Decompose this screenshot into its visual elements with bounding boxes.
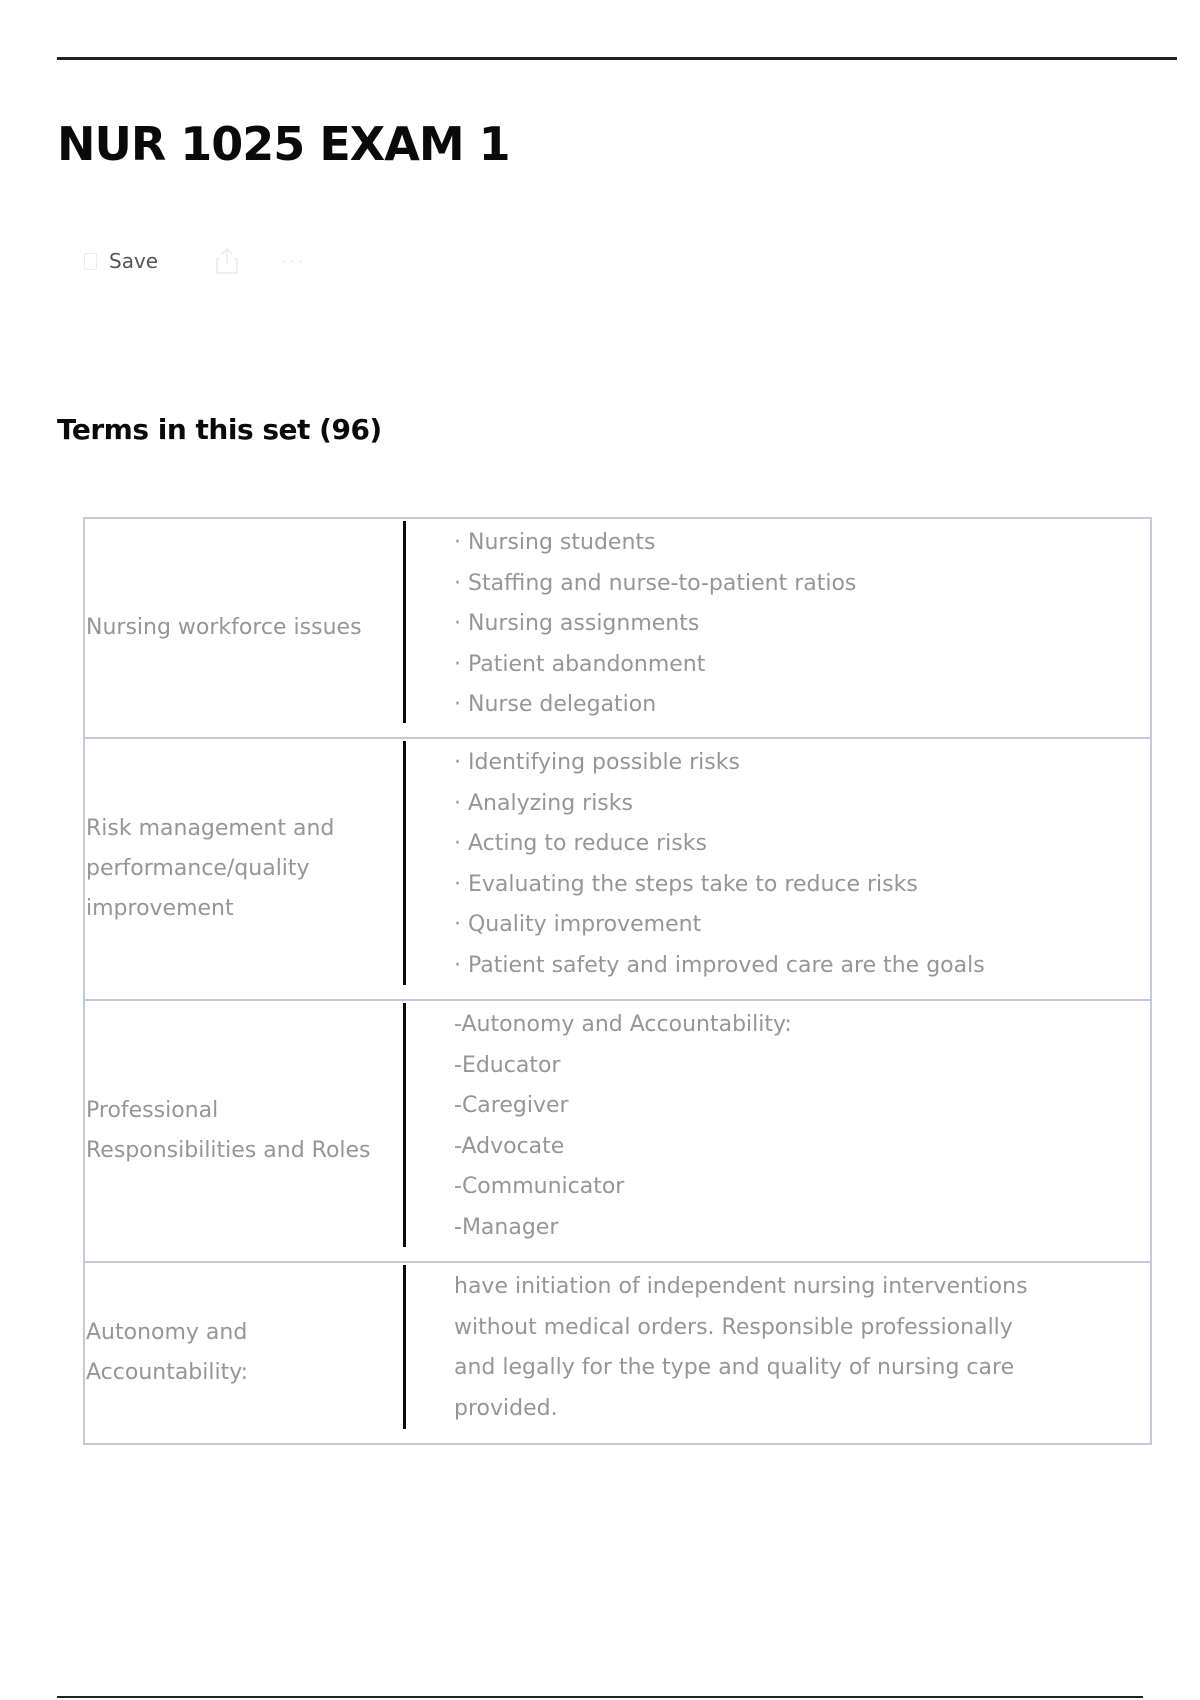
definition-line: · Analyzing risks [454,790,633,816]
definition-line: -Communicator [454,1174,625,1200]
term-cell [85,519,403,737]
definition-cell [406,1263,1150,1443]
bottom-divider-line [57,1696,1143,1698]
term-cell [85,739,403,999]
term-cell [85,1001,403,1261]
definition-cell [406,1001,1150,1261]
term-text: Autonomy and Accountability: [86,1320,249,1385]
term-text: Professional Responsibilities and Roles [86,1098,371,1163]
definition-line: · Patient abandonment [454,651,706,677]
term-row [85,1263,1150,1443]
save-button[interactable] [84,249,158,273]
term-row [85,519,1150,739]
term-cell [85,1263,403,1443]
definition-line: · Staffing and nurse-to-patient ratios [454,570,857,596]
definition-line: · Nursing assignments [454,611,700,637]
definition-line: · Evaluating the steps take to reduce risks [454,871,918,897]
set-toolbar [84,246,306,276]
definition-line: · Nurse delegation [454,692,657,718]
definition-cell [406,739,1150,999]
term-text: Nursing workforce issues [86,615,362,640]
definition-line: · Quality improvement [454,912,702,938]
definition-line: -Manager [454,1214,559,1240]
term-row [85,1001,1150,1263]
terms-table [83,517,1152,1445]
definition-line: · Patient safety and improved care are the goals [454,952,985,978]
more-options-icon[interactable]: ··· [280,249,307,272]
definition-line: -Autonomy and Accountability: [454,1012,792,1037]
top-divider-line [57,57,1177,60]
definition-line: · Identifying possible risks [454,750,740,775]
definition-line: · Nursing students [454,530,656,555]
definition-line: -Caregiver [454,1093,569,1119]
save-label: Save [109,249,159,273]
definition-line: -Educator [454,1052,561,1078]
page-title: NUR 1025 EXAM 1 [57,117,510,171]
terms-heading: Terms in this set (96) [57,413,382,446]
term-text: Risk management and performance/quality improvement [86,816,335,921]
definition-line: · Acting to reduce risks [454,831,707,857]
share-icon[interactable] [214,246,240,276]
definition-text: have initiation of independent nursing interventions without medical orders. Responsible professionally and legally for the type and quality of nursing care provided. [454,1274,1028,1421]
definition-cell [406,519,1150,737]
term-row [85,739,1150,1001]
bookmark-icon [84,253,97,270]
definition-line: -Advocate [454,1133,565,1159]
